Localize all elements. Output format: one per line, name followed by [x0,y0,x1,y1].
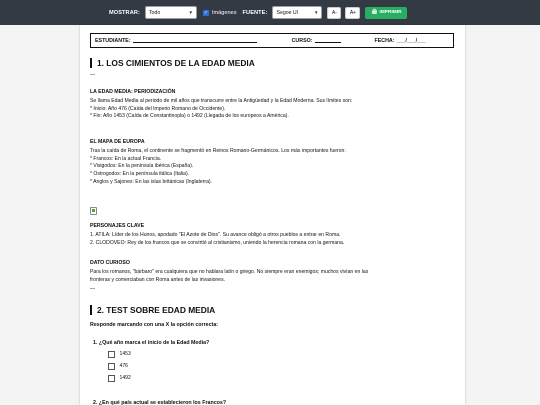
fact-heading: DATO CURIOSO [90,260,130,266]
text-line: 1. ATILA: Líder de los Hunos, apodado "El Azote de Dios". Su avance obligó a otros pueblos a entrar en Roma. [90,232,341,238]
broken-image-icon [90,207,97,215]
checkbox[interactable] [108,363,115,370]
date-label: FECHA: [374,37,395,44]
chevron-down-icon: ▼ [188,10,193,15]
characters-heading: PERSONAJES CLAVE [90,223,145,229]
student-info-box [90,33,454,48]
divider-dash: — [90,72,95,78]
checkbox[interactable] [108,351,115,358]
show-label: MOSTRAR: [109,9,140,16]
student-label: ESTUDIANTE: [95,37,131,44]
section-1-title: 1. LOS CIMIENTOS DE LA EDAD MEDIA [90,58,255,68]
text-line: fronteras y comerciaban con Roma antes de las invasiones. [90,276,226,283]
course-label: CURSO: [291,37,313,44]
print-icon: 🖨 [371,10,378,15]
font-select[interactable] [272,6,322,19]
periodization-heading: LA EDAD MEDIA: PERIODIZACIÓN [90,89,176,95]
text-line: Se llama Edad Media al periodo de mil años que transcurre entre la Antigüedad y la Edad Moderna. Sus límites son: [90,98,353,104]
divider-dash: — [90,286,95,292]
text-line: Tras la caída de Roma, el continente se fragmentó en Reinos Romano-Germánicos. Los más importantes fueron: [90,148,346,154]
chevron-down-icon: ▼ [314,10,319,15]
font-label: FUENTE: [242,9,268,16]
text-line: * Anglos y Sajones: En las islas británicas (Inglaterra). [90,178,213,185]
question-2: 2. ¿En qué país actual se establecieron los Francos? [93,400,227,405]
q1-option-2[interactable] [108,363,128,370]
option-label: 1492 [119,375,131,382]
text-line: Para los romanos, "bárbaro" era cualquiera que no hablara latín o griego. No siempre eran enemigos; muchos vivían en las [90,269,369,275]
show-select[interactable] [145,6,197,19]
text-line: * Francos: En la actual Francia. [90,155,162,162]
date-field[interactable]: ___/___/___ [396,37,426,44]
question-1: 1. ¿Qué año marca el inicio de la Edad Media? [93,340,210,346]
section-2-title: 2. TEST SOBRE EDAD MEDIA [90,305,215,315]
map-heading: EL MAPA DE EUROPA [90,139,145,145]
text-line: 2. CLODOVEO: Rey de los francos que se convirtió al cristianismo, uniendo la herencia romana con la germana. [90,239,345,246]
checkbox-checked-icon[interactable]: ✓ [203,9,209,16]
text-line: * Inicio: Año 476 (Caída del Imperio Romano de Occidente). [90,105,226,112]
test-instruction: Responde marcando con una X la opción correcta: [90,322,219,328]
print-button[interactable] [365,7,407,19]
images-toggle[interactable] [203,10,237,16]
periodization-text [90,98,458,121]
text-line: * Visigodos: En la península ibérica (España). [90,163,194,170]
text-line: * Fin: Año 1453 (Caída de Constantinopla) o 1492 (Llegada de los europeos a América). [90,113,289,120]
font-decrease-button[interactable]: A- [327,7,341,19]
print-label: IMPRIMIR [379,10,402,15]
worksheet-page [80,25,465,405]
characters-text [90,232,458,247]
show-select-value: Todo [148,9,161,16]
option-label: 476 [119,363,128,370]
q1-option-1[interactable] [108,351,131,358]
student-name-field[interactable] [133,38,257,43]
checkbox[interactable] [108,375,115,382]
fact-text [90,269,458,284]
q1-option-3[interactable] [108,375,131,382]
images-label: Imágenes [211,9,237,16]
option-label: 1453 [119,351,131,358]
map-text [90,148,458,187]
font-increase-button[interactable]: A+ [345,7,360,19]
text-line: * Ostrogodos: En la península itálica (Italia). [90,171,190,178]
toolbar [0,0,540,25]
font-select-value: Segoe UI [276,9,299,16]
course-field[interactable] [315,38,341,43]
